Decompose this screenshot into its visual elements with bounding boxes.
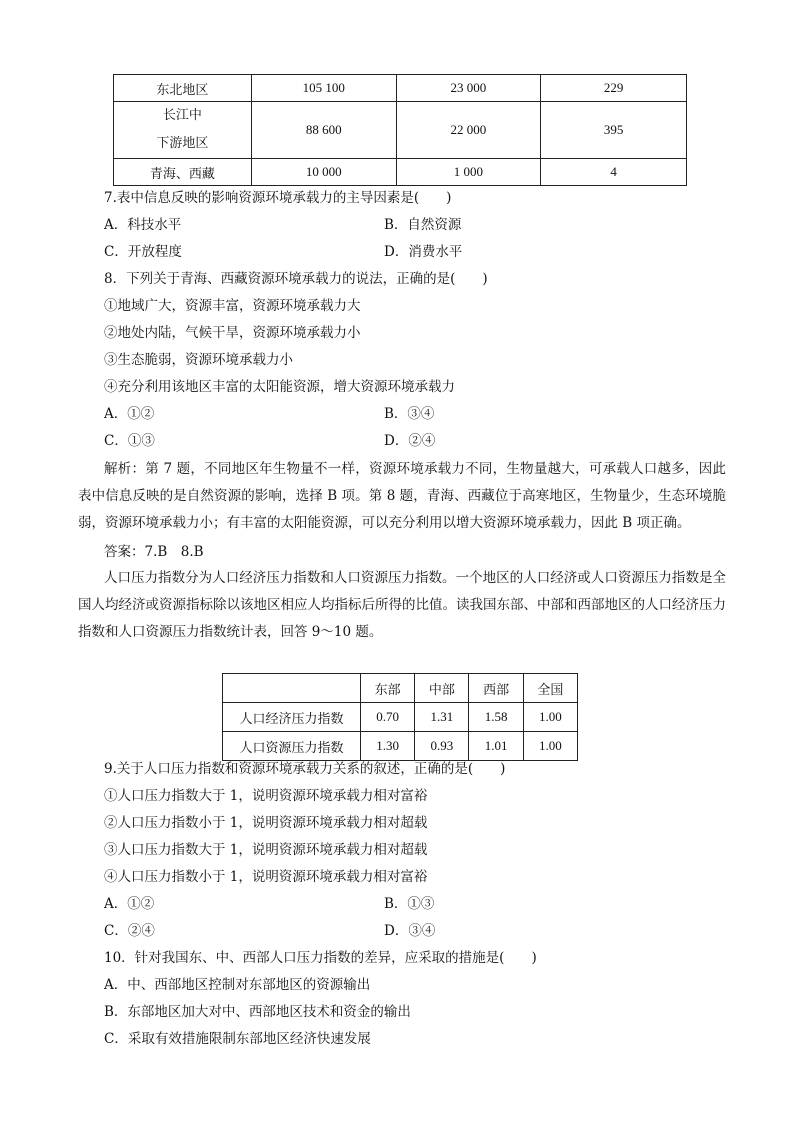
column-header: 西部 bbox=[469, 674, 523, 703]
analysis-paragraph: 解析：第 7 题，不同地区年生物量不一样，资源环境承载力不同，生物量越大，可承载人口越多，因此表中信息反映的是自然资源的影响，选择 B 项。第 8 题，青海、西藏位于高寒地区，生物量少，生态环境脆弱，资源环境承载力小；有丰富的太阳能资源，可以充分利用以增大资源环境承载力，因此 B 项正确。 bbox=[78, 461, 726, 531]
question-7-stem: 7.表中信息反映的影响资源环境承载力的主导因素是( ) bbox=[104, 190, 452, 206]
q9-statement-3: ③人口压力指数大于 1，说明资源环境承载力相对超载 bbox=[104, 842, 428, 858]
q9-option-a: A．①② bbox=[104, 896, 155, 912]
table-cell: 105 100 bbox=[251, 75, 396, 102]
q9-statement-4: ④人口压力指数小于 1，说明资源环境承载力相对富裕 bbox=[104, 869, 428, 885]
table-cell: 1.30 bbox=[360, 732, 414, 761]
q9-option-d: D．③④ bbox=[384, 923, 436, 939]
table-cell: 22 000 bbox=[396, 102, 541, 159]
table-row bbox=[114, 159, 687, 186]
table-cell: 1.31 bbox=[415, 703, 469, 732]
table-row bbox=[114, 102, 687, 159]
table-cell-region bbox=[114, 102, 252, 159]
q10-option-c: C．采取有效措施限制东部地区经济快速发展 bbox=[104, 1031, 371, 1047]
table-header-row bbox=[223, 674, 578, 703]
q7-option-c: C．开放程度 bbox=[104, 244, 182, 260]
pressure-index-table bbox=[222, 673, 578, 761]
q9-statement-2: ②人口压力指数小于 1，说明资源环境承载力相对超载 bbox=[104, 815, 428, 831]
table-cell: 10 000 bbox=[251, 159, 396, 186]
q9-option-c: C．②④ bbox=[104, 923, 155, 939]
q7-option-b: B．自然资源 bbox=[384, 217, 462, 233]
table-cell: 1 000 bbox=[396, 159, 541, 186]
q10-option-b: B．东部地区加大对中、西部地区技术和资金的输出 bbox=[104, 1004, 411, 1020]
q8-option-b: B．③④ bbox=[384, 406, 435, 422]
question-8-stem: 8．下列关于青海、西藏资源环境承载力的说法，正确的是( ) bbox=[104, 271, 488, 287]
table-row bbox=[114, 75, 687, 102]
table-cell: 395 bbox=[541, 102, 687, 159]
q9-option-b: B．①③ bbox=[384, 896, 435, 912]
row-header: 人口经济压力指数 bbox=[223, 703, 361, 732]
table-cell: 88 600 bbox=[251, 102, 396, 159]
q8-statement-1: ①地域广大，资源丰富，资源环境承载力大 bbox=[104, 298, 361, 314]
q8-option-a: A．①② bbox=[104, 406, 155, 422]
q8-option-c: C．①③ bbox=[104, 433, 155, 449]
q8-option-d: D．②④ bbox=[384, 433, 436, 449]
table-cell: 23 000 bbox=[396, 75, 541, 102]
region-line-2: 下游地区 bbox=[156, 136, 209, 151]
answer-line: 答案：7.B 8.B bbox=[104, 544, 204, 560]
column-header: 中部 bbox=[415, 674, 469, 703]
table-cell: 4 bbox=[541, 159, 687, 186]
table-cell: 1.00 bbox=[523, 732, 577, 761]
q8-statement-3: ③生态脆弱，资源环境承载力小 bbox=[104, 352, 293, 368]
q10-option-a: A．中、西部地区控制对东部地区的资源输出 bbox=[104, 977, 371, 993]
region-line-1: 长江中 bbox=[162, 108, 202, 123]
q7-option-d: D．消费水平 bbox=[384, 244, 463, 260]
q7-option-a: A．科技水平 bbox=[104, 217, 182, 233]
q8-statement-4: ④充分利用该地区丰富的太阳能资源，增大资源环境承载力 bbox=[104, 379, 455, 395]
table-cell: 0.70 bbox=[360, 703, 414, 732]
table-row bbox=[223, 703, 578, 732]
carrying-capacity-table bbox=[113, 74, 687, 186]
column-header: 东部 bbox=[360, 674, 414, 703]
question-10-stem: 10．针对我国东、中、西部人口压力指数的差异，应采取的措施是( ) bbox=[104, 950, 537, 966]
intro-paragraph: 人口压力指数分为人口经济压力指数和人口资源压力指数。一个地区的人口经济或人口资源压力指数是全国人均经济或资源指标除以该地区相应人均指标后所得的比值。读我国东部、中部和西部地区的人口经济压力指数和人口资源压力指数统计表，回答 9～10 题。 bbox=[78, 570, 726, 640]
table-corner-cell bbox=[223, 674, 361, 703]
column-header: 全国 bbox=[523, 674, 577, 703]
table-cell: 1.58 bbox=[469, 703, 523, 732]
table-cell: 0.93 bbox=[415, 732, 469, 761]
row-header: 人口资源压力指数 bbox=[223, 732, 361, 761]
table-row bbox=[223, 732, 578, 761]
table-cell: 229 bbox=[541, 75, 687, 102]
table-cell: 1.01 bbox=[469, 732, 523, 761]
q8-statement-2: ②地处内陆，气候干旱，资源环境承载力小 bbox=[104, 325, 361, 341]
table-cell-region: 青海、西藏 bbox=[114, 159, 252, 186]
q9-statement-1: ①人口压力指数大于 1，说明资源环境承载力相对富裕 bbox=[104, 788, 428, 804]
table-cell: 1.00 bbox=[523, 703, 577, 732]
table-cell-region: 东北地区 bbox=[114, 75, 252, 102]
question-9-stem: 9.关于人口压力指数和资源环境承载力关系的叙述，正确的是( ) bbox=[104, 761, 506, 777]
